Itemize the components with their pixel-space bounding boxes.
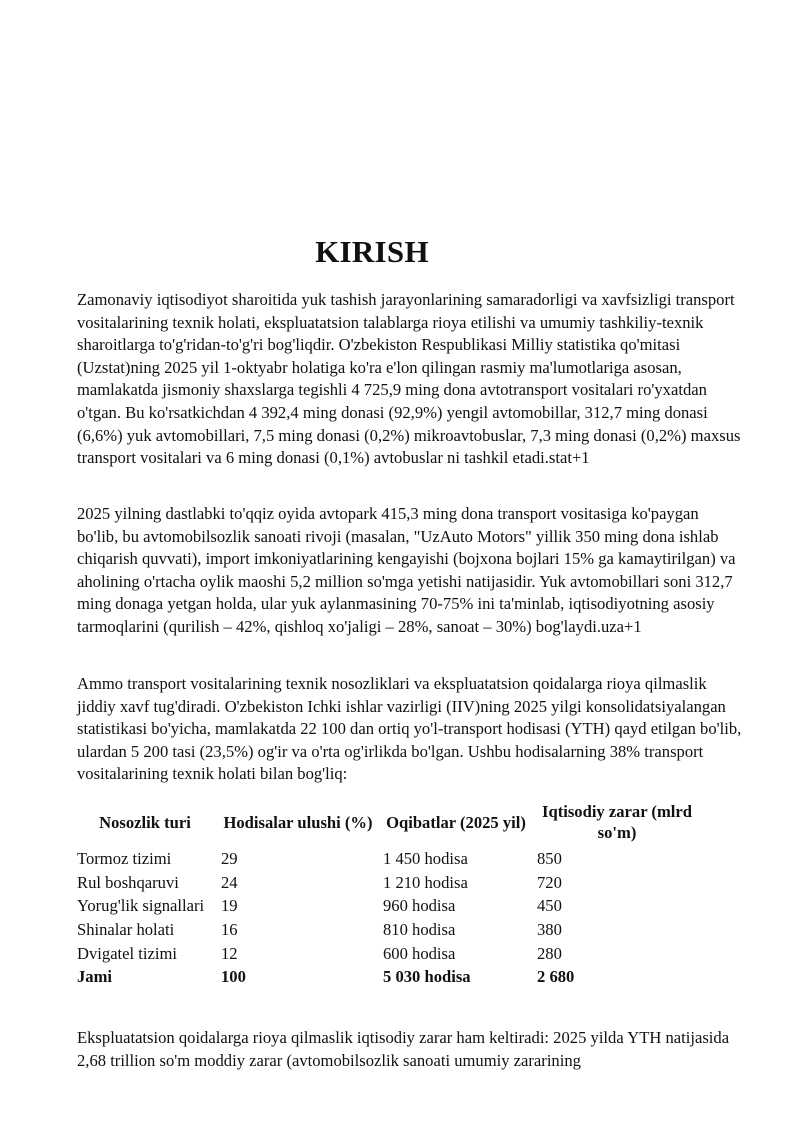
cell-incident-share: 16 [221,920,238,940]
table-row [73,894,701,918]
cell-incident-share: 12 [221,943,238,963]
defect-statistics-table [73,799,701,989]
column-header-defect-type: Nosozlik turi [99,812,191,832]
cell-consequences: 600 hodisa [383,943,456,963]
paragraph-economic-damage: Ekspluatatsion qoidalarga rioya qilmaslik iqtisodiy zarar ham keltiradi: 2025 yilda YTH natijasida 2,68 trillion so'm moddiy zarar (avtomobilsozlik sanoati umumiy zararining [77,1028,730,1070]
paragraph-vehicle-fleet: Zamonaviy iqtisodiyot sharoitida yuk tashish jarayonlarining samaradorligi va xavfsizligi transport vositalarining texnik holati, ekspluatatsion talablarga rioya etilishi va umumiy tashkiliy-texnik sharoitlarga to'g'ridan-to'g'ri bog'liqdir. O'zbekiston Respublikasi Milliy statistika qo'mitasi (Uzstat)ning 2025 yil 1-oktyabr holatiga ko'ra e'lon qilingan rasmiy ma'lumotlariga asosan, mamlakatda jismoniy shaxslarga tegishli 4 725,9 ming dona avtotransport vositalari ro'yxatdan o'tgan. Bu ko'rsatkichdan 4 392,4 ming donasi (92,9%) yengil avtomobillar, 312,7 ming donasi (6,6%) yuk avtomobillari, 7,5 ming donasi (0,2%) mikroavtobuslar, 7,3 ming donasi (0,2%) maxsus transport vositalari va 6 ming donasi (0,1%) avtobuslar ni tashkil etadi.stat+1 [77,290,741,468]
cell-total-consequences: 5 030 hodisa [383,967,471,987]
cell-economic-loss: 720 [537,872,562,892]
table-row [73,918,701,942]
table-total-row [73,965,701,989]
cell-consequences: 1 210 hodisa [383,872,468,892]
paragraph-accident-statistics: Ammo transport vositalarining texnik nosozliklari va ekspluatatsion qoidalarga rioya qilmaslik jiddiy xavf tug'diradi. O'zbekiston Ichki ishlar vazirligi (IIV)ning 2025 yilgi konsolidatsiyalangan statistikasi bo'yicha, mamlakatda 22 100 dan ortiq yo'l-transport hodisasi (YTH) qayd etilgan bo'lib, ulardan 5 200 tasi (23,5%) og'ir va o'rta og'irlikda bo'lgan. Ushbu hodisalarning 38% transport vositalarining texnik holati bilan bog'liq: [77,674,742,784]
table-row [73,847,701,871]
cell-defect-type: Tormoz tizimi [77,849,172,869]
column-header-consequences: Oqibatlar (2025 yil) [386,812,526,832]
cell-defect-type: Shinalar holati [77,920,175,940]
table-header-row [73,799,701,847]
cell-total-loss: 2 680 [537,967,575,987]
cell-economic-loss: 380 [537,920,562,940]
cell-consequences: 960 hodisa [383,896,456,916]
column-header-economic-loss: Iqtisodiy zarar (mlrd so'm) [542,802,692,842]
table-row [73,941,701,965]
cell-consequences: 1 450 hodisa [383,849,468,869]
cell-economic-loss: 280 [537,943,562,963]
table-row [73,871,701,895]
cell-defect-type: Dvigatel tizimi [77,943,178,963]
paragraph-fleet-growth: 2025 yilning dastlabki to'qqiz oyida avtopark 415,3 ming dona transport vositasiga ko'paygan bo'lib, bu avtomobilsozlik sanoati rivoji (masalan, "UzAuto Motors" yillik 350 ming dona ishlab chiqarish quvvati), import imkoniyatlarining kengayishi (bojxona bojlari 15% ga kamaytirilgan) va aholining o'rtacha oylik maoshi 5,2 million so'mga yetishi natijasidir. Yuk avtomobillari soni 312,7 ming donaga yetgan holda, ular yuk aylanmasining 70-75% ini ta'minlab, iqtisodiyotning asosiy tarmoqlarini (qurilish – 42%, qishloq xo'jaligi – 28%, sanoat – 30%) bog'laydi.uza+1 [77,504,736,636]
column-header-incident-share: Hodisalar ulushi (%) [223,812,373,832]
cell-incident-share: 19 [221,896,238,916]
cell-economic-loss: 450 [537,896,562,916]
cell-economic-loss: 850 [537,849,562,869]
cell-consequences: 810 hodisa [383,920,456,940]
cell-defect-type: Yorug'lik signallari [77,896,205,916]
cell-incident-share: 24 [221,872,238,892]
cell-total-share: 100 [221,967,246,987]
cell-total-label: Jami [77,967,113,987]
cell-incident-share: 29 [221,849,238,869]
section-heading: KIRISH [315,234,429,269]
cell-defect-type: Rul boshqaruvi [77,872,179,892]
